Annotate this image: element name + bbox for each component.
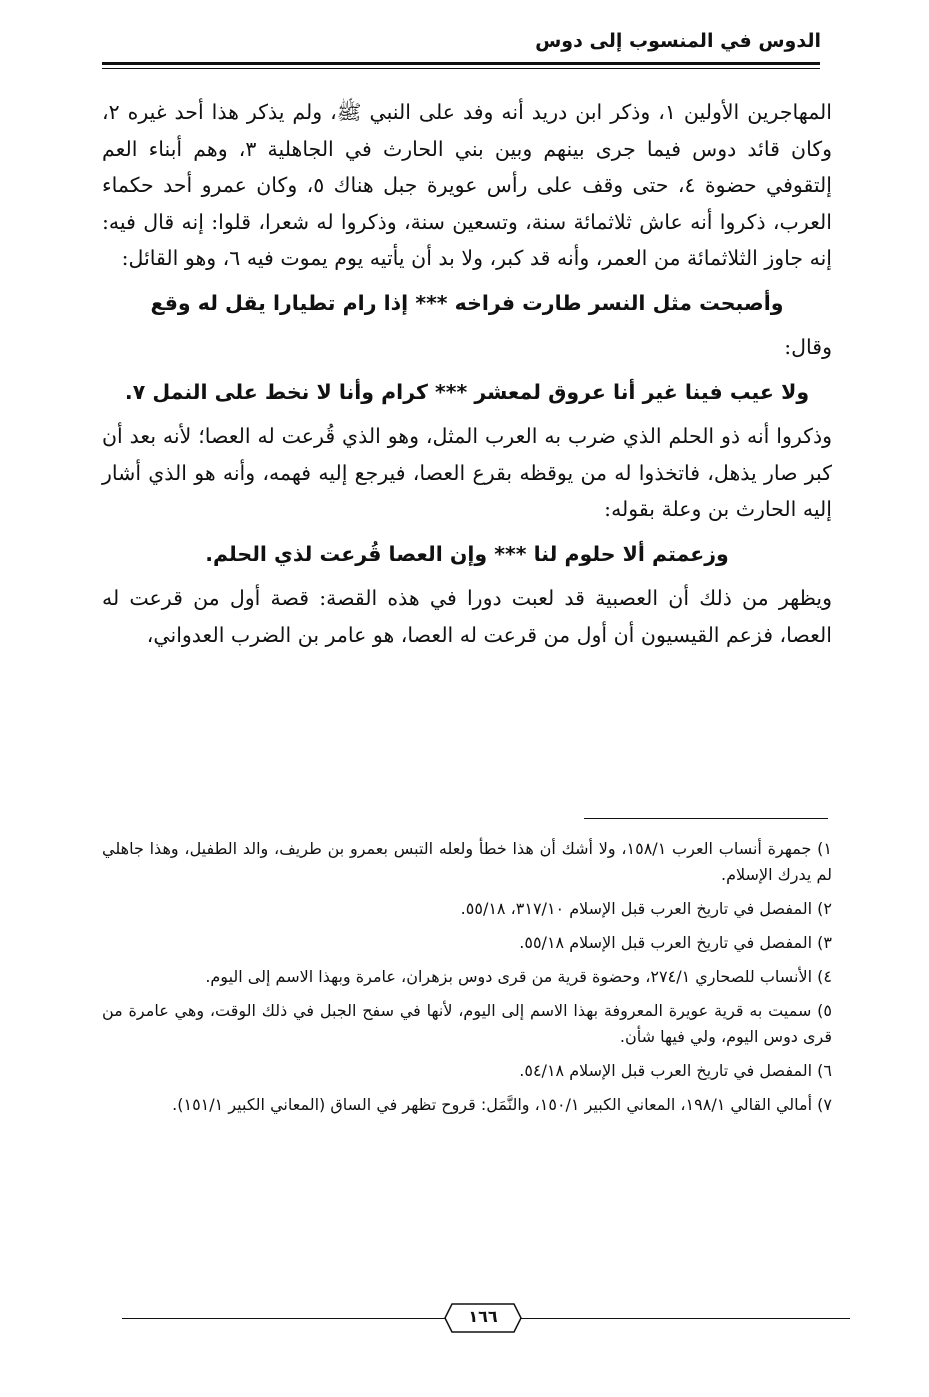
footer-rule-left bbox=[122, 1318, 452, 1319]
paragraph: ويظهر من ذلك أن العصبية قد لعبت دورا في هذه القصة: قصة أول من قرعت له العصا، فزعم القيسيون أن أول من قرعت له العصا، هو عامر بن الضرب العدواني، bbox=[102, 586, 832, 647]
paragraph: وقال: bbox=[784, 335, 832, 359]
paragraph: وذكروا أنه ذو الحلم الذي ضرب به العرب المثل، وهو الذي قُرعت له العصا؛ لأنه بعد أن كبر صار يذهل، فاتخذوا له من يوقظه بقرع العصا، فيرجع إليه فهمه، وأنه هو الذي أشار إليه الحارث بن وعلة بقوله: bbox=[102, 424, 832, 521]
footnote: ٧) أمالي القالي ١٩٨/١، المعاني الكبير ١٥٠/١، والنَّمَل: قروح تظهر في الساق (المعاني الكبير ١٥١/١). bbox=[172, 1095, 832, 1114]
poetry-verse: وأصبحت مثل النسر طارت فراخه *** إذا رام تطيارا يقل له وقع bbox=[150, 290, 784, 315]
header-rule-thick bbox=[102, 62, 820, 65]
header-rule-thin bbox=[102, 68, 820, 69]
footnote: ٥) سميت به قرية عويرة المعروفة بهذا الاسم إلى اليوم، لأنها في سفح الجبل في ذلك الوقت، وهي عامرة من قرى دوس اليوم، ولي فيها شأن. bbox=[102, 1001, 832, 1046]
poetry-verse: وزعمتم ألا حلوم لنا *** وإن العصا قُرعت لذي الحلم. bbox=[205, 541, 729, 566]
footnotes bbox=[102, 836, 832, 1126]
footnote: ٣) المفصل في تاريخ العرب قبل الإسلام ٥٥/١٨. bbox=[519, 933, 832, 952]
footnote: ٤) الأنساب للصحاري ٢٧٤/١، وحضوة قرية من قرى دوس بزهران، عامرة وبهذا الاسم إلى اليوم. bbox=[205, 967, 832, 986]
main-text bbox=[102, 92, 832, 653]
footnote: ٢) المفصل في تاريخ العرب قبل الإسلام ٣١٧/١٠، ٥٥/١٨. bbox=[460, 899, 832, 918]
footnote-separator bbox=[584, 818, 828, 819]
page-number: ١٦٦ bbox=[468, 1307, 498, 1326]
poetry-verse: ولا عيب فينا غير أنا عروق لمعشر *** كرام وأنا لا نخط على النمل ٧. bbox=[124, 379, 810, 404]
paragraph: المهاجرين الأولين ١، وذكر ابن دريد أنه وفد على النبي ﷺ، ولم يذكر هذا أحد غيره ٢، وكان قائد دوس فيما جرى بينهم وبين بني الحارث في الجاهلية ٣، وهم أبناء العم إلتقوفي حضوة ٤، حتى وقف على رأس عويرة جبل هناك ٥، وكان عمرو أحد حكماء العرب، ذكروا أنه عاش ثلاثمائة سنة، وتسعين سنة، وذكروا له شعرا، قلوا: إنه قال فيه: إنه جاوز الثلاثمائة من العمر، وأنه قد كبر، ولا بد أن يأتيه يوم يموت فيه ٦، وهو القائل: bbox=[102, 100, 833, 270]
footnote: ٦) المفصل في تاريخ العرب قبل الإسلام ٥٤/١٨. bbox=[519, 1061, 832, 1080]
footer-rule-right bbox=[520, 1318, 850, 1319]
footnote: ١) جمهرة أنساب العرب ١٥٨/١، ولا أشك أن هذا خطأ ولعله التبس بعمرو بن طريف، والد الطفيل، وهذا جاهلي لم يدرك الإسلام. bbox=[102, 839, 833, 884]
running-head: الدوس في المنسوب إلى دوس bbox=[535, 30, 821, 52]
